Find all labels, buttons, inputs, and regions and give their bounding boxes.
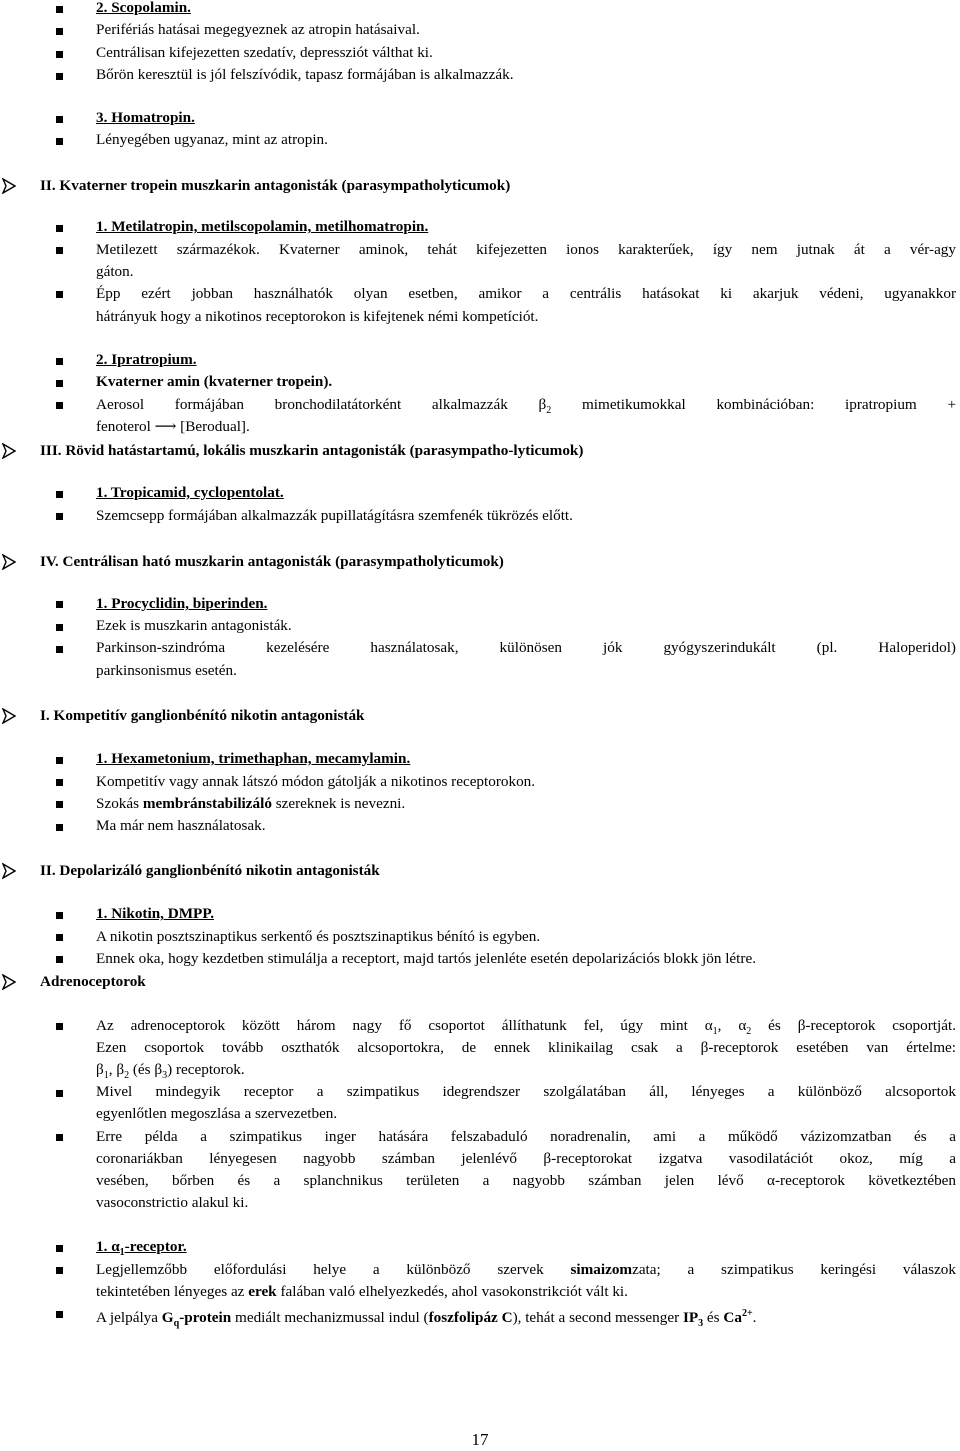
- subsection-title: 2. Ipratropium.: [96, 351, 197, 368]
- list-item: Aerosol formájában bronchodilatátorként alkalmazzák $\beta_2$ mimetikumokkal kombinációban: ipratropium +: [96, 396, 957, 417]
- list-item: Erre példa a szimpatikus inger hatására felszabaduló noradrenalin, ami a működő vázizomzatban és a: [96, 1128, 956, 1145]
- list-item-cont: fenoterol ⟶ [Berodual].: [96, 418, 250, 435]
- square-bullet-icon: [56, 116, 63, 123]
- square-bullet-icon: [56, 912, 63, 919]
- section-heading: III. Rövid hatástartamú, lokális muszkarin antagonisták (parasympatho-lyticumok): [40, 442, 584, 459]
- list-item: Szemcsepp formájában alkalmazzák pupillatágításra szemfenék tükrözés előtt.: [96, 507, 573, 524]
- square-bullet-icon: [56, 358, 63, 365]
- subsection-title: 1. Hexametonium, trimethaphan, mecamylamin.: [96, 750, 411, 767]
- section-heading: II. Kvaterner tropein muszkarin antagonisták (parasympatholyticumok): [40, 177, 511, 194]
- subsection-title: 1. Nikotin, DMPP.: [96, 905, 214, 922]
- list-item: Centrálisan kifejezetten szedatív, depressziót válthat ki.: [96, 44, 433, 61]
- list-item-cont: egyenlőtlen megoszlása a szervezetben.: [96, 1105, 338, 1122]
- arrow-bullet-icon: [2, 974, 16, 990]
- square-bullet-icon: [56, 757, 63, 764]
- square-bullet-icon: [56, 225, 63, 232]
- list-item-cont: coronariákban lényegesen nagyobb számban jelenlévő β-receptorokat izgatva vasodilatációt okoz, míg a: [96, 1150, 956, 1167]
- list-item: A nikotin posztszinaptikus serkentő és posztszinaptikus bénító is egyben.: [96, 928, 541, 945]
- arrow-bullet-icon: [2, 863, 16, 879]
- square-bullet-icon: [56, 601, 63, 608]
- square-bullet-icon: [56, 956, 63, 963]
- list-item: Épp ezért jobban használhatók olyan esetben, amikor a centrális hatásokat ki akarjuk védeni, ugyanakkor: [96, 285, 956, 302]
- square-bullet-icon: [56, 779, 63, 786]
- square-bullet-icon: [56, 1134, 63, 1141]
- square-bullet-icon: [56, 646, 63, 653]
- section-heading: Adrenoceptorok: [40, 973, 146, 990]
- page-number: 17: [471, 1430, 489, 1449]
- square-bullet-icon: [56, 73, 63, 80]
- square-bullet-icon: [56, 491, 63, 498]
- list-item: Perifériás hatásai megegyeznek az atropin hatásaival.: [96, 21, 420, 38]
- square-bullet-icon: [56, 6, 63, 13]
- square-bullet-icon: [56, 1245, 63, 1252]
- scopolamin-title: 2. Scopolamin.: [96, 0, 191, 16]
- list-item-cont: Ezen csoportok tovább oszthatók alcsoportokra, de ennek klinikailag csak a β-receptorok esetében van értelme:: [96, 1039, 956, 1056]
- list-item: Metilezett származékok. Kvaterner aminok, tehát kifejezetten ionos karakterűek, így nem jutnak át a vér-agy: [96, 241, 956, 258]
- square-bullet-icon: [56, 402, 63, 409]
- square-bullet-icon: [56, 624, 63, 631]
- list-item-cont: $\beta_1$, $\beta_2$ (és $\beta_3$) receptorok.: [96, 1061, 245, 1082]
- square-bullet-icon: [56, 247, 63, 254]
- list-item: Ma már nem használatosak.: [96, 817, 266, 834]
- arrow-bullet-icon: [2, 443, 16, 459]
- square-bullet-icon: [56, 824, 63, 831]
- list-item-cont: hátrányuk hogy a nikotinos receptorokon is kifejtenek némi kompetíciót.: [96, 308, 539, 325]
- list-item: Ennek oka, hogy kezdetben stimulálja a receptort, majd tartós jelenléte esetén depolarizációs blokk jön létre.: [96, 950, 756, 967]
- list-item: A jelpálya $G_q$-protein mediált mechanizmussal indul (foszfolipáz C), tehát a second messenger $IP_3$ és $Ca^{2+}$.: [96, 1308, 757, 1330]
- square-bullet-icon: [56, 51, 63, 58]
- subsection-title: 1. Tropicamid, cyclopentolat.: [96, 484, 284, 501]
- square-bullet-icon: [56, 513, 63, 520]
- square-bullet-icon: [56, 934, 63, 941]
- subsection-title: 1. Metilatropin, metilscopolamin, metilhomatropin.: [96, 218, 429, 235]
- arrow-bullet-icon: [2, 178, 16, 194]
- list-item-cont: vasoconstrictio alakul ki.: [96, 1194, 249, 1211]
- homatropin-title: 3. Homatropin.: [96, 109, 195, 126]
- list-item: Ezek is muszkarin antagonisták.: [96, 617, 292, 634]
- section-heading: II. Depolarizáló ganglionbénító nikotin antagonisták: [40, 862, 380, 879]
- list-item-cont: tekintetében lényeges az erek falában való elhelyezkedés, ahol vasokonstrikciót vált ki.: [96, 1283, 628, 1300]
- arrow-bullet-icon: [2, 708, 16, 724]
- square-bullet-icon: [56, 380, 63, 387]
- section-heading: I. Kompetitív ganglionbénító nikotin antagonisták: [40, 707, 365, 724]
- square-bullet-icon: [56, 801, 63, 808]
- list-item-cont: parkinsonismus esetén.: [96, 662, 237, 679]
- list-item: Kvaterner amin (kvaterner tropein).: [96, 373, 333, 390]
- square-bullet-icon: [56, 1023, 63, 1030]
- list-item: Mivel mindegyik receptor a szimpatikus idegrendszer szolgálatában áll, lényeges a különböző alcsoportok: [96, 1083, 956, 1100]
- list-item: Legjellemzőbb előfordulási helye a különböző szervek simaizomzata; a szimpatikus keringési válaszok: [96, 1261, 956, 1278]
- list-item: Bőrön keresztül is jól felszívódik, tapasz formájában is alkalmazzák.: [96, 66, 514, 83]
- list-item-cont: gáton.: [96, 263, 134, 280]
- list-item-cont: vesében, bőrben és a splanchnikus területen a nagyobb számban jelen lévő α-receptorok következtében: [96, 1172, 956, 1189]
- square-bullet-icon: [56, 138, 63, 145]
- list-item: Az adrenoceptorok között három nagy fő csoportot állíthatunk fel, úgy mint $\alpha_1$, $\alpha_2$ és β-receptorok csoportját.: [96, 1017, 956, 1038]
- list-item: Kompetitív vagy annak látszó módon gátolják a nikotinos receptorokon.: [96, 773, 536, 790]
- square-bullet-icon: [56, 291, 63, 298]
- square-bullet-icon: [56, 28, 63, 35]
- section-heading: IV. Centrálisan ható muszkarin antagonisták (parasympatholyticumok): [40, 553, 504, 570]
- arrow-bullet-icon: [2, 554, 16, 570]
- list-item: Parkinson-szindróma kezelésére használatosak, különösen jók gyógyszerindukált (pl. Haloperidol): [96, 639, 956, 656]
- list-item: Lényegében ugyanaz, mint az atropin.: [96, 131, 328, 148]
- square-bullet-icon: [56, 1311, 63, 1318]
- square-bullet-icon: [56, 1090, 63, 1097]
- list-item: Szokás membránstabilizáló szereknek is nevezni.: [96, 795, 406, 812]
- subsection-title: 1. Procyclidin, biperinden.: [96, 595, 268, 612]
- square-bullet-icon: [56, 1267, 63, 1274]
- subsection-title: 1. $\alpha_1$-receptor.: [96, 1238, 187, 1259]
